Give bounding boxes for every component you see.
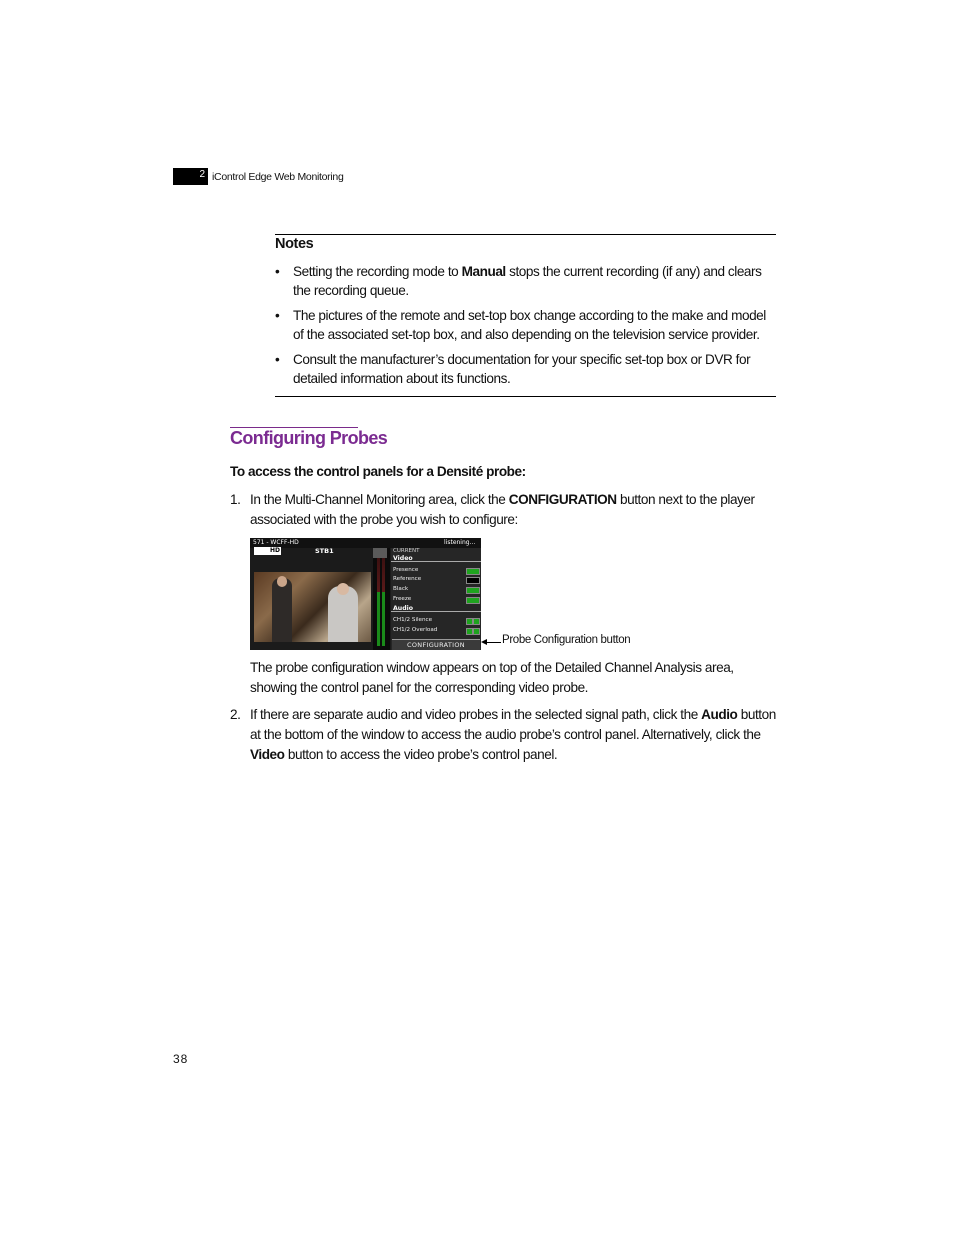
status-led	[466, 597, 480, 604]
note-item	[275, 262, 776, 300]
status-item: CH1/2 Silence	[393, 617, 433, 623]
step-number: 2.	[230, 707, 241, 722]
step-2	[230, 705, 780, 765]
section-title: Configuring Probes	[230, 428, 388, 448]
procedure-title: To access the control panels for a Densité probe:	[230, 464, 526, 479]
person-figure	[272, 578, 292, 642]
status-label: listening...	[444, 539, 476, 546]
note-text: Setting the recording mode to	[293, 264, 462, 279]
status-led	[466, 628, 473, 635]
note-emphasis: Manual	[461, 264, 506, 279]
step-text: button next to the player associated with the probe you wish to configure:	[250, 492, 755, 527]
video-thumbnail	[254, 572, 371, 642]
callout-line	[483, 642, 501, 643]
probe-status-panel	[391, 548, 481, 650]
channel-label: 571 - WCFF-HD	[253, 539, 299, 546]
notes-title: Notes	[275, 236, 314, 252]
player-screenshot	[250, 538, 481, 650]
status-led	[466, 568, 480, 575]
status-led	[473, 618, 480, 625]
note-item	[275, 306, 776, 344]
configuration-button[interactable]: CONFIGURATION	[392, 639, 480, 650]
note-text: The pictures of the remote and set-top box change according to the make and model of the associated set-top box, and also depending on the television service provider.	[293, 308, 766, 342]
status-led	[466, 587, 480, 594]
status-item: Presence	[393, 567, 419, 573]
running-title: iControl Edge Web Monitoring	[212, 171, 344, 183]
bullet: •	[275, 308, 280, 323]
step-emphasis: Video	[250, 747, 285, 762]
chapter-tab	[173, 168, 208, 185]
status-led	[466, 618, 473, 625]
audio-section-header: Audio	[391, 605, 481, 612]
callout-label: Probe Configuration button	[502, 634, 631, 646]
audio-meters	[373, 548, 390, 650]
step-number: 1.	[230, 492, 241, 507]
note-text: stops the current recording (if any) and clears the recording queue.	[293, 264, 762, 298]
page-number: 38	[173, 1052, 189, 1066]
player-name: STB1	[315, 547, 334, 555]
step-text: button to access the video probe’s control panel.	[284, 747, 558, 762]
status-item: Black	[393, 586, 409, 592]
current-label: CURRENT	[393, 548, 420, 554]
hd-badge: HD	[254, 547, 281, 555]
step-text: In the Multi-Channel Monitoring area, click the	[250, 492, 509, 507]
note-item	[275, 350, 776, 388]
step-emphasis: Audio	[701, 707, 738, 722]
level-meter	[377, 556, 380, 646]
chapter-number: 2	[199, 169, 205, 180]
step-1	[230, 490, 780, 530]
bullet: •	[275, 264, 280, 279]
person-figure	[328, 586, 358, 642]
step-text: If there are separate audio and video probes in the selected signal path, click the	[250, 707, 702, 722]
step-1-result: The probe configuration window appears on top of the Detailed Channel Analysis area, showing the control panel for the corresponding video probe.	[250, 660, 734, 695]
status-item: Reference	[393, 576, 422, 582]
level-meter	[382, 556, 385, 646]
bullet: •	[275, 352, 280, 367]
notes-top-rule	[275, 234, 776, 235]
notes-bottom-rule	[275, 396, 776, 397]
step-text: button at the bottom of the window to access the audio probe’s control panel. Alternatively, click the	[250, 707, 776, 742]
video-section-header: Video	[391, 555, 481, 562]
status-item: CH1/2 Overload	[393, 627, 438, 633]
gear-icon[interactable]	[373, 548, 387, 558]
note-text: Consult the manufacturer’s documentation for your specific set-top box or DVR for detailed information about its functions.	[293, 352, 751, 386]
step-emphasis: CONFIGURATION	[508, 492, 617, 507]
status-item: Freeze	[393, 596, 412, 602]
status-led	[473, 628, 480, 635]
status-led	[466, 577, 480, 584]
